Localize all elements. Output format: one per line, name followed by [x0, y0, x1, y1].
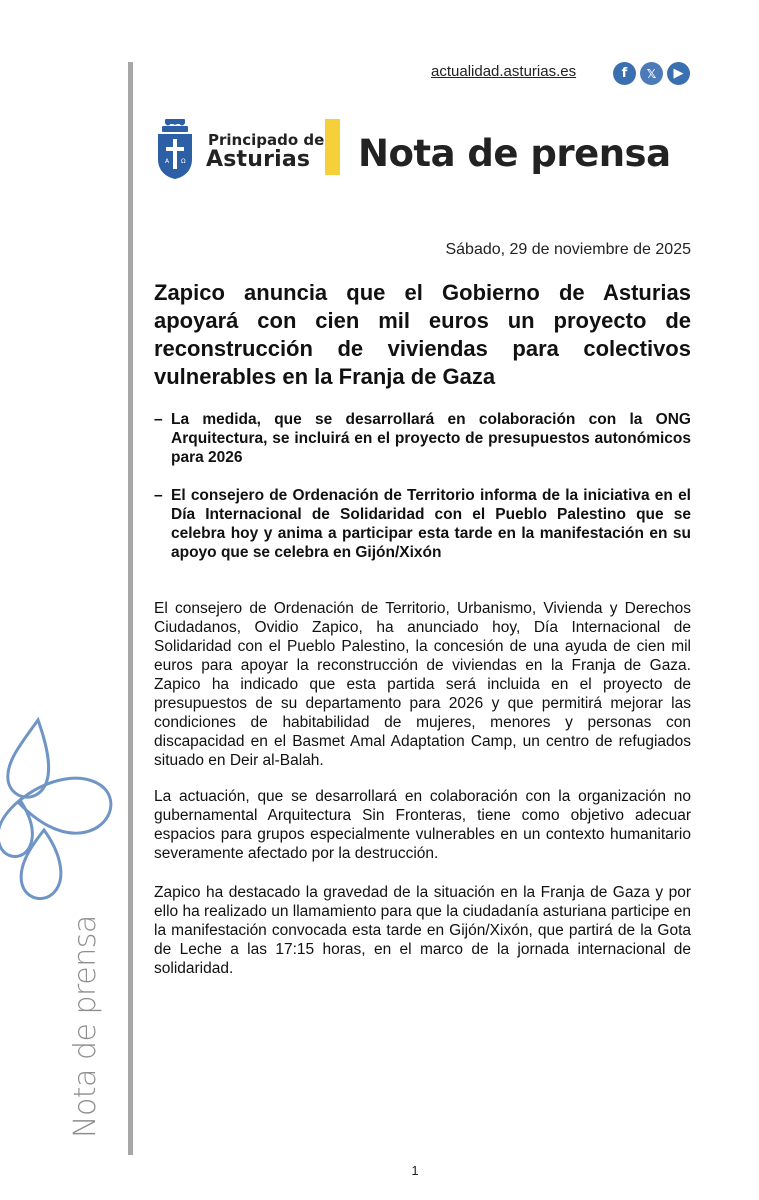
- body-paragraph: El consejero de Ordenación de Territorio, Urbanismo, Vivienda y Derechos Ciudadanos, Ovidio Zapico, ha anunciado hoy, Día Internacional de Solidaridad con el Pueblo Palestino, la concesión de una ayuda de cien mil euros para apoyar la reconstrucción de viviendas en la Franja de Gaza. Zapico ha indicado que esta partida será incluida en el proyecto de presupuestos de su departamento para 2026 y que permitirá mejorar las condiciones de habitabilidad de mujeres, menores y personas con discapacidad en el Basmet Amal Adaptation Camp, un centro de refugiados situado en Deir al-Balah.: [154, 600, 691, 769]
- left-vertical-rule: [128, 62, 133, 1155]
- subhead-dash: –: [154, 487, 163, 504]
- body-paragraph: La actuación, que se desarrollará en colaboración con la organización no gubernamental Arquitectura Sin Fronteras, tiene como objetivo adecuar espacios para grupos especialmente vulnerables en un contexto humanitario severamente afectado por la destrucción.: [154, 788, 691, 862]
- subhead: [154, 410, 691, 467]
- page-number: 1: [411, 1163, 419, 1178]
- org-name-line2: Asturias: [206, 147, 311, 172]
- social-links: [613, 62, 690, 85]
- subhead: [154, 486, 691, 562]
- body-paragraph: Zapico ha destacado la gravedad de la situación en la Franja de Gaza y por ello ha realizado un llamamiento para que la ciudadanía asturiana participe en la manifestación convocada esta tarde en Gijón/Xixón, que partirá de la Gota de Leche a las 17:15 horas, en el marco de la jornada internacional de solidaridad.: [154, 884, 691, 977]
- x-icon[interactable]: 𝕏: [640, 62, 663, 85]
- decorative-drops: [0, 700, 120, 930]
- svg-text:A: A: [165, 158, 170, 165]
- page-title: Nota de prensa: [358, 132, 671, 175]
- facebook-icon[interactable]: f: [613, 62, 636, 85]
- press-date: Sábado, 29 de noviembre de 2025: [445, 241, 691, 258]
- side-label: Nota de prensa: [68, 915, 103, 1138]
- org-name-line1: Principado de: [208, 131, 325, 149]
- asturias-crest-icon: [156, 119, 194, 179]
- site-url-link[interactable]: actualidad.asturias.es: [431, 63, 577, 80]
- accent-bar: [325, 119, 340, 175]
- svg-text:Ω: Ω: [181, 158, 186, 165]
- subhead-dash: –: [154, 411, 163, 428]
- subhead-text: El consejero de Ordenación de Territorio informa de la iniciativa en el Día Internacional de Solidaridad con el Pueblo Palestino que se celebra hoy y anima a participar esta tarde en la manifestación en su apoyo que se celebra en Gijón/Xixón: [171, 487, 691, 561]
- subhead-text: La medida, que se desarrollará en colaboración con la ONG Arquitectura, se incluirá en el proyecto de presupuestos autonómicos para 2026: [171, 411, 691, 466]
- headline: Zapico anuncia que el Gobierno de Asturias apoyará con cien mil euros un proyecto de reconstrucción de viviendas para colectivos vulnerables en la Franja de Gaza: [154, 280, 691, 389]
- youtube-icon[interactable]: ▶: [667, 62, 690, 85]
